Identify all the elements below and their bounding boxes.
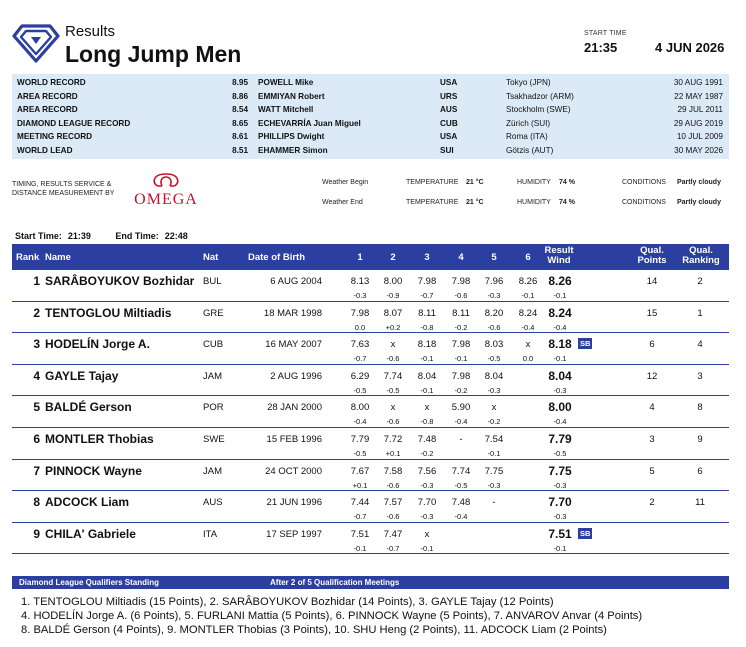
attempt-wind: -0.4 xyxy=(454,512,468,522)
attempt-wind: -0.2 xyxy=(454,322,468,332)
athlete-nat: POR xyxy=(203,402,224,414)
athlete-qual-points: 5 xyxy=(649,465,655,477)
attempt-mark: - xyxy=(492,497,496,509)
attempt-mark: 7.98 xyxy=(451,339,471,351)
attempt-wind: -0.3 xyxy=(487,480,501,490)
attempt-mark: 6.29 xyxy=(350,370,370,382)
weather-begin-label: Weather Begin xyxy=(322,179,369,186)
attempt-mark: 7.98 xyxy=(350,307,370,319)
start-time-caption: Start Time: xyxy=(15,231,62,241)
attempt-mark: 7.67 xyxy=(350,465,370,477)
athlete-result-wind: -0.4 xyxy=(553,417,567,427)
athlete-name: HODELÍN Jorge A. xyxy=(45,337,150,352)
attempt-mark: 8.24 xyxy=(518,307,538,319)
record-row xyxy=(12,90,729,104)
attempt-wind: -0.9 xyxy=(386,291,400,300)
record-venue: Tokyo (JPN) xyxy=(506,78,551,87)
attempt-wind: -0.5 xyxy=(353,448,367,458)
attempt-wind: -0.4 xyxy=(521,322,535,332)
attempt-mark: 8.26 xyxy=(518,276,538,287)
athlete-rank: 3 xyxy=(33,337,40,352)
athlete-dob: 18 MAR 1998 xyxy=(263,307,322,319)
record-label: AREA RECORD xyxy=(17,91,78,101)
record-nat: AUS xyxy=(440,105,458,115)
athlete-qual-points: 2 xyxy=(649,497,655,509)
start-time-value: 21:35 xyxy=(584,40,618,55)
omega-wordmark: OMEGA xyxy=(134,191,198,208)
attempt-mark: 8.20 xyxy=(484,307,504,319)
attempt-mark: 7.75 xyxy=(484,465,504,477)
athlete-name: BALDÉ Gerson xyxy=(45,400,132,415)
athlete-name: SARÂBOYUKOV Bozhidar xyxy=(45,274,195,288)
attempt-wind: 0.0 xyxy=(522,354,534,364)
table-row xyxy=(12,270,729,302)
attempt-wind: -0.1 xyxy=(521,291,535,300)
athlete-name: MONTLER Thobias xyxy=(45,431,154,446)
attempt-wind: -0.6 xyxy=(454,291,468,300)
attempt-wind: -0.6 xyxy=(386,354,400,364)
record-date: 30 AUG 1991 xyxy=(673,78,723,87)
record-row xyxy=(12,130,729,144)
record-date: 10 JUL 2009 xyxy=(676,132,723,142)
attempt-mark: x xyxy=(390,339,396,351)
attempt-mark: 8.11 xyxy=(452,307,470,319)
athlete-qual-ranking: 9 xyxy=(697,433,703,445)
attempt-wind: -0.1 xyxy=(420,354,434,364)
athlete-qual-points: 15 xyxy=(646,307,658,319)
record-mark: 8.95 xyxy=(232,78,248,87)
table-row xyxy=(12,365,729,397)
record-row xyxy=(12,117,729,131)
athlete-qual-points: 14 xyxy=(646,276,658,287)
humidity-label: HUMIDITY xyxy=(517,179,551,186)
end-time-caption: End Time: xyxy=(115,231,159,241)
attempt-mark: 7.98 xyxy=(451,276,471,287)
attempt-mark: 8.00 xyxy=(383,276,403,287)
attempt-mark: 8.03 xyxy=(484,339,504,351)
conditions-begin-value: Partly cloudy xyxy=(677,179,721,186)
attempt-mark: 8.11 xyxy=(418,307,436,319)
athlete-dob: 2 AUG 1996 xyxy=(270,370,322,382)
record-name: ECHEVARRÍA Juan Miguel xyxy=(258,118,361,128)
record-label: WORLD RECORD xyxy=(17,78,86,87)
athlete-result-wind: -0.4 xyxy=(553,322,567,332)
table-row xyxy=(12,333,729,365)
attempt-wind: -0.2 xyxy=(454,385,468,395)
record-label: WORLD LEAD xyxy=(17,146,73,155)
athlete-qual-points: 3 xyxy=(649,433,655,445)
timing-credit-line: DISTANCE MEASUREMENT BY xyxy=(12,189,115,197)
attempt-mark: 7.74 xyxy=(451,465,471,477)
record-date: 22 MAY 1987 xyxy=(674,91,723,101)
standings-line: 1. TENTOGLOU Miltiadis (15 Points), 2. SARÂBOYUKOV Bozhidar (14 Points), 3. GAYLE Tajay (12 Points) xyxy=(21,596,554,608)
attempt-wind: +0.1 xyxy=(385,448,401,458)
athlete-nat: ITA xyxy=(203,528,218,540)
col-result: Result xyxy=(544,245,574,256)
athlete-result: 8.18 xyxy=(548,337,572,352)
athlete-nat: JAM xyxy=(203,370,222,382)
attempt-wind: -0.1 xyxy=(454,354,468,364)
temperature-begin-value: 21 °C xyxy=(466,179,484,186)
attempt-wind: -0.3 xyxy=(487,291,501,300)
results-label: Results xyxy=(65,23,116,40)
attempt-wind: -0.5 xyxy=(386,385,400,395)
attempt-mark: 7.54 xyxy=(484,433,504,445)
start-time-label: START TIME xyxy=(584,30,627,37)
temperature-end-value: 21 °C xyxy=(466,199,484,206)
record-name: EMMIYAN Robert xyxy=(258,91,325,101)
athlete-result-wind: -0.1 xyxy=(553,291,567,300)
attempt-wind: -0.1 xyxy=(420,385,434,395)
athlete-rank: 1 xyxy=(33,274,40,288)
conditions-end-value: Partly cloudy xyxy=(677,199,721,206)
athlete-dob: 17 SEP 1997 xyxy=(266,528,322,540)
athlete-dob: 6 AUG 2004 xyxy=(270,276,322,287)
record-row xyxy=(12,103,729,117)
record-venue: Roma (ITA) xyxy=(506,132,548,142)
record-name: POWELL Mike xyxy=(258,78,314,87)
record-date: 29 JUL 2011 xyxy=(677,105,723,115)
attempt-mark: 7.74 xyxy=(383,370,403,382)
athlete-result: 8.00 xyxy=(548,400,572,415)
athlete-qual-ranking: 4 xyxy=(697,339,703,351)
attempt-mark: 7.96 xyxy=(484,276,504,287)
col-dob: Date of Birth xyxy=(248,252,305,263)
start-time: 21:39 xyxy=(67,231,91,241)
event-date: 4 JUN 2026 xyxy=(655,40,725,55)
event-title: Long Jump Men xyxy=(65,41,242,67)
attempt-wind: -0.3 xyxy=(420,480,434,490)
standings-line: 8. BALDÉ Gerson (4 Points), 9. MONTLER Thobias (3 Points), 10. SHU Heng (2 Points), 11. ADCOCK Liam (2 Points) xyxy=(21,624,607,636)
timing-credit-line: TIMING, RESULTS SERVICE & xyxy=(12,181,112,188)
athlete-rank: 7 xyxy=(33,463,40,478)
attempt-wind: -0.6 xyxy=(386,480,400,490)
athlete-result: 7.70 xyxy=(548,495,572,510)
attempt-wind: -0.8 xyxy=(420,322,434,332)
col-qual-points-line1: Qual. xyxy=(640,245,664,256)
attempt-wind: +0.1 xyxy=(352,480,368,490)
attempt-mark: 7.44 xyxy=(350,497,370,509)
results-table-body xyxy=(12,270,729,554)
athlete-qual-ranking: 8 xyxy=(697,402,703,414)
athlete-nat: SWE xyxy=(203,433,225,445)
record-label: MEETING RECORD xyxy=(17,132,93,142)
attempt-wind: -0.3 xyxy=(353,291,367,300)
athlete-result-wind: -0.3 xyxy=(553,480,567,490)
athlete-result-wind: -0.1 xyxy=(553,543,567,553)
attempt-wind: -0.1 xyxy=(420,543,434,553)
athlete-dob: 15 FEB 1996 xyxy=(266,433,322,445)
col-name: Name xyxy=(45,252,71,263)
col-attempt-5: 5 xyxy=(491,252,497,263)
athlete-name: ADCOCK Liam xyxy=(45,495,130,510)
record-row xyxy=(12,76,729,90)
col-nat: Nat xyxy=(203,252,219,263)
record-nat: USA xyxy=(440,132,458,142)
athlete-result: 7.51 xyxy=(548,526,572,541)
temperature-label: TEMPERATURE xyxy=(406,199,459,206)
conditions-label: CONDITIONS xyxy=(622,199,666,206)
weather-end-label: Weather End xyxy=(322,199,363,206)
standings-after: After 2 of 5 Qualification Meetings xyxy=(270,578,400,587)
attempt-wind: -0.5 xyxy=(454,480,468,490)
record-name: EHAMMER Simon xyxy=(258,146,328,155)
attempt-mark: 7.70 xyxy=(417,497,437,509)
attempt-mark: x xyxy=(424,528,430,540)
athlete-rank: 9 xyxy=(33,526,40,541)
attempt-wind: -0.7 xyxy=(386,543,400,553)
record-name: PHILLIPS Dwight xyxy=(258,132,325,142)
attempt-mark: 8.04 xyxy=(417,370,437,382)
end-time: 22:48 xyxy=(164,231,188,241)
athlete-rank: 6 xyxy=(33,431,40,446)
attempt-wind: -0.7 xyxy=(353,512,367,522)
table-row xyxy=(12,428,729,460)
attempt-wind: -0.6 xyxy=(487,322,501,332)
record-mark: 8.65 xyxy=(232,118,248,128)
attempt-mark: 8.07 xyxy=(383,307,403,319)
athlete-result: 7.79 xyxy=(548,431,572,446)
attempt-wind: -0.6 xyxy=(386,417,400,427)
table-row xyxy=(12,491,729,523)
record-label: DIAMOND LEAGUE RECORD xyxy=(17,118,131,128)
attempt-mark: 7.56 xyxy=(417,465,437,477)
col-attempt-4: 4 xyxy=(458,252,464,263)
col-qual-ranking-line1: Qual. xyxy=(689,245,713,256)
attempt-mark: 7.98 xyxy=(417,276,437,287)
col-result-wind xyxy=(539,246,579,266)
table-row xyxy=(12,523,729,555)
athlete-dob: 28 JAN 2000 xyxy=(267,402,322,414)
record-name: WATT Mitchell xyxy=(258,105,314,115)
attempt-mark: 7.48 xyxy=(451,497,471,509)
table-row xyxy=(12,302,729,334)
record-venue: Zürich (SUI) xyxy=(506,118,551,128)
athlete-qual-points: 6 xyxy=(649,339,655,351)
col-qual-points-line2: Points xyxy=(637,255,667,266)
athlete-result-wind: -0.3 xyxy=(553,385,567,395)
record-row xyxy=(12,144,729,158)
athlete-result: 8.26 xyxy=(548,274,572,288)
results-table-header xyxy=(12,244,729,270)
attempt-mark: x xyxy=(390,402,396,414)
athlete-nat: AUS xyxy=(203,497,223,509)
athlete-rank: 5 xyxy=(33,400,40,415)
attempt-mark: - xyxy=(459,433,463,445)
athlete-dob: 16 MAY 2007 xyxy=(265,339,322,351)
attempt-wind: -0.1 xyxy=(353,543,367,553)
athlete-name: PINNOCK Wayne xyxy=(45,463,142,478)
attempt-wind: -0.2 xyxy=(420,448,434,458)
attempt-wind: -0.5 xyxy=(487,354,501,364)
table-row xyxy=(12,396,729,428)
attempt-mark: 5.90 xyxy=(451,402,471,414)
athlete-dob: 24 OCT 2000 xyxy=(265,465,322,477)
record-label: AREA RECORD xyxy=(17,105,78,115)
diamond-league-logo xyxy=(12,22,60,64)
athlete-name: TENTOGLOU Miltiadis xyxy=(45,305,172,320)
attempt-mark: 7.51 xyxy=(350,528,370,540)
season-best-badge: SB xyxy=(580,339,591,349)
attempt-wind: -0.7 xyxy=(353,354,367,364)
temperature-label: TEMPERATURE xyxy=(406,179,459,186)
athlete-result-wind: -0.1 xyxy=(553,354,567,364)
record-nat: SUI xyxy=(440,146,454,155)
attempt-mark: 8.18 xyxy=(417,339,437,351)
attempt-mark: 7.57 xyxy=(383,497,403,509)
attempt-wind: 0.0 xyxy=(354,322,366,332)
attempt-mark: 7.47 xyxy=(383,528,403,540)
col-qual-points xyxy=(632,246,672,266)
humidity-begin-value: 74 % xyxy=(559,179,575,186)
record-mark: 8.51 xyxy=(232,146,248,155)
attempt-mark: 8.00 xyxy=(350,402,370,414)
competition-times xyxy=(15,231,194,241)
record-nat: CUB xyxy=(440,118,458,128)
records-panel xyxy=(12,74,729,159)
attempt-mark: 7.72 xyxy=(383,433,403,445)
athlete-nat: CUB xyxy=(203,339,224,351)
col-qual-ranking xyxy=(680,246,722,266)
col-qual-ranking-line2: Ranking xyxy=(682,255,720,266)
standings-list xyxy=(21,595,736,637)
athlete-dob: 21 JUN 1996 xyxy=(266,497,322,509)
humidity-end-value: 74 % xyxy=(559,199,575,206)
attempt-mark: 7.79 xyxy=(350,433,370,445)
athlete-nat: JAM xyxy=(203,465,222,477)
attempt-mark: 8.13 xyxy=(350,276,370,287)
col-attempt-1: 1 xyxy=(357,252,363,263)
timing-credit xyxy=(12,181,114,198)
athlete-rank: 4 xyxy=(33,368,40,383)
humidity-label: HUMIDITY xyxy=(517,199,551,206)
record-mark: 8.86 xyxy=(232,91,248,101)
attempt-mark: 7.48 xyxy=(417,433,437,445)
season-best-badge: SB xyxy=(580,528,591,538)
record-nat: URS xyxy=(440,91,458,101)
athlete-rank: 2 xyxy=(33,305,40,320)
table-row xyxy=(12,460,729,492)
record-date: 30 MAY 2026 xyxy=(674,146,723,155)
attempt-mark: x xyxy=(424,402,430,414)
standings-title: Diamond League Qualifiers Standing xyxy=(19,578,160,587)
col-attempt-6: 6 xyxy=(525,252,531,263)
standings-line: 4. HODELÍN Jorge A. (6 Points), 5. FURLANI Mattia (5 Points), 6. PINNOCK Wayne (5 Points), 7. ANVAROV Anvar (4 Points) xyxy=(21,610,643,622)
record-date: 29 AUG 2019 xyxy=(673,118,723,128)
attempt-wind: +0.2 xyxy=(385,322,401,332)
record-venue: Tsakhadzor (ARM) xyxy=(506,91,574,101)
athlete-result-wind: -0.5 xyxy=(553,448,567,458)
athlete-nat: BUL xyxy=(203,276,222,287)
conditions-label: CONDITIONS xyxy=(622,179,666,186)
athlete-qual-ranking: 6 xyxy=(697,465,703,477)
athlete-result: 8.04 xyxy=(548,368,572,383)
attempt-wind: -0.2 xyxy=(487,417,501,427)
record-nat: USA xyxy=(440,78,458,87)
record-mark: 8.54 xyxy=(232,105,248,115)
col-rank: Rank xyxy=(16,252,40,263)
record-mark: 8.61 xyxy=(232,132,248,142)
athlete-qual-ranking: 2 xyxy=(697,276,703,287)
athlete-qual-ranking: 1 xyxy=(697,307,703,319)
athlete-qual-ranking: 3 xyxy=(697,370,703,382)
attempt-wind: -0.3 xyxy=(487,385,501,395)
athlete-result: 7.75 xyxy=(548,463,572,478)
attempt-wind: -0.3 xyxy=(420,512,434,522)
col-attempt-2: 2 xyxy=(390,252,396,263)
attempt-mark: 8.04 xyxy=(484,370,504,382)
athlete-qual-ranking: 11 xyxy=(695,497,705,509)
col-attempt-3: 3 xyxy=(424,252,430,263)
attempt-wind: -0.4 xyxy=(353,417,367,427)
attempt-mark: 7.63 xyxy=(350,339,370,351)
athlete-result: 8.24 xyxy=(548,305,572,320)
record-venue: Götzis (AUT) xyxy=(506,146,554,155)
athlete-qual-points: 12 xyxy=(646,370,658,382)
attempt-wind: -0.7 xyxy=(420,291,434,300)
athlete-name: CHILA' Gabriele xyxy=(45,526,136,541)
attempt-wind: -0.4 xyxy=(454,417,468,427)
athlete-rank: 8 xyxy=(33,495,40,510)
col-wind: Wind xyxy=(547,255,571,266)
record-venue: Stockholm (SWE) xyxy=(506,105,571,115)
attempt-mark: 7.98 xyxy=(451,370,471,382)
athlete-nat: GRE xyxy=(203,307,224,319)
attempt-wind: -0.5 xyxy=(353,385,367,395)
attempt-mark: 7.58 xyxy=(383,465,403,477)
athlete-result-wind: -0.3 xyxy=(553,512,567,522)
attempt-mark: x xyxy=(491,402,497,414)
athlete-name: GAYLE Tajay xyxy=(45,368,119,383)
attempt-mark: x xyxy=(525,339,531,351)
athlete-qual-points: 4 xyxy=(649,402,655,414)
standings-bar xyxy=(12,576,729,589)
attempt-wind: -0.6 xyxy=(386,512,400,522)
attempt-wind: -0.8 xyxy=(420,417,434,427)
attempt-wind: -0.1 xyxy=(487,448,501,458)
omega-logo xyxy=(130,170,202,208)
